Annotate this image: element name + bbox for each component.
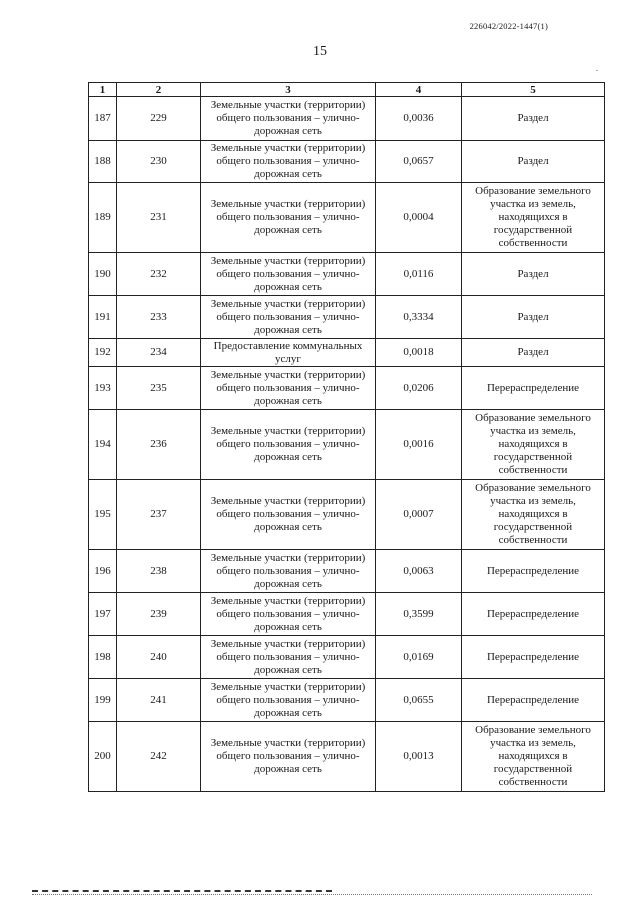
formation-method: Образование земельного участка из земель, находящихся в государственной собственности <box>462 480 605 550</box>
land-use-description: Земельные участки (территории) общего пользования – улично-дорожная сеть <box>201 183 376 253</box>
area-value: 0,0018 <box>376 339 462 367</box>
land-use-description: Земельные участки (территории) общего пользования – улично-дорожная сеть <box>201 722 376 792</box>
area-value: 0,0016 <box>376 410 462 480</box>
row-number: 191 <box>89 296 117 339</box>
table-row <box>89 183 605 253</box>
area-value: 0,0169 <box>376 636 462 679</box>
header-col-5: 5 <box>462 83 605 97</box>
scan-speck: . <box>596 64 598 73</box>
parcel-number: 235 <box>117 367 201 410</box>
area-value: 0,0004 <box>376 183 462 253</box>
formation-method: Раздел <box>462 97 605 141</box>
land-use-description: Земельные участки (территории) общего пользования – улично-дорожная сеть <box>201 679 376 722</box>
parcel-number: 233 <box>117 296 201 339</box>
parcel-number: 229 <box>117 97 201 141</box>
document-code: 226042/2022-1447(1) <box>469 21 548 31</box>
table-row <box>89 339 605 367</box>
formation-method: Перераспределение <box>462 550 605 593</box>
area-value: 0,0655 <box>376 679 462 722</box>
area-value: 0,0036 <box>376 97 462 141</box>
header-col-1: 1 <box>89 83 117 97</box>
header-col-4: 4 <box>376 83 462 97</box>
row-number: 194 <box>89 410 117 480</box>
land-use-description: Земельные участки (территории) общего пользования – улично-дорожная сеть <box>201 593 376 636</box>
row-number: 195 <box>89 480 117 550</box>
row-number: 192 <box>89 339 117 367</box>
parcel-number: 241 <box>117 679 201 722</box>
table-row <box>89 480 605 550</box>
table-row <box>89 550 605 593</box>
land-use-description: Земельные участки (территории) общего пользования – улично-дорожная сеть <box>201 367 376 410</box>
scan-edge-line <box>32 890 332 892</box>
land-use-description: Предоставление коммунальных услуг <box>201 339 376 367</box>
table-row <box>89 97 605 141</box>
formation-method: Перераспределение <box>462 636 605 679</box>
formation-method: Раздел <box>462 253 605 296</box>
row-number: 196 <box>89 550 117 593</box>
area-value: 0,0116 <box>376 253 462 296</box>
row-number: 198 <box>89 636 117 679</box>
formation-method: Перераспределение <box>462 593 605 636</box>
area-value: 0,0007 <box>376 480 462 550</box>
table-row <box>89 722 605 792</box>
parcel-number: 237 <box>117 480 201 550</box>
table-row <box>89 141 605 183</box>
row-number: 193 <box>89 367 117 410</box>
parcel-number: 232 <box>117 253 201 296</box>
land-use-description: Земельные участки (территории) общего пользования – улично-дорожная сеть <box>201 636 376 679</box>
row-number: 188 <box>89 141 117 183</box>
header-col-2: 2 <box>117 83 201 97</box>
land-use-description: Земельные участки (территории) общего пользования – улично-дорожная сеть <box>201 480 376 550</box>
row-number: 197 <box>89 593 117 636</box>
area-value: 0,0206 <box>376 367 462 410</box>
page-number: 15 <box>313 44 327 59</box>
parcel-number: 236 <box>117 410 201 480</box>
table-row <box>89 367 605 410</box>
formation-method: Образование земельного участка из земель, находящихся в государственной собственности <box>462 722 605 792</box>
row-number: 189 <box>89 183 117 253</box>
table-row <box>89 253 605 296</box>
table-row <box>89 593 605 636</box>
row-number: 199 <box>89 679 117 722</box>
land-use-description: Земельные участки (территории) общего пользования – улично-дорожная сеть <box>201 253 376 296</box>
header-col-3: 3 <box>201 83 376 97</box>
land-use-description: Земельные участки (территории) общего пользования – улично-дорожная сеть <box>201 296 376 339</box>
row-number: 190 <box>89 253 117 296</box>
area-value: 0,0657 <box>376 141 462 183</box>
land-use-description: Земельные участки (территории) общего пользования – улично-дорожная сеть <box>201 141 376 183</box>
row-number: 200 <box>89 722 117 792</box>
table-header-row <box>89 83 605 97</box>
area-value: 0,0063 <box>376 550 462 593</box>
land-parcels-table <box>88 82 605 792</box>
land-use-description: Земельные участки (территории) общего пользования – улично-дорожная сеть <box>201 550 376 593</box>
area-value: 0,3334 <box>376 296 462 339</box>
table-row <box>89 296 605 339</box>
land-use-description: Земельные участки (территории) общего пользования – улично-дорожная сеть <box>201 97 376 141</box>
land-use-description: Земельные участки (территории) общего пользования – улично-дорожная сеть <box>201 410 376 480</box>
formation-method: Раздел <box>462 339 605 367</box>
formation-method: Перераспределение <box>462 367 605 410</box>
parcel-number: 240 <box>117 636 201 679</box>
formation-method: Перераспределение <box>462 679 605 722</box>
formation-method: Образование земельного участка из земель, находящихся в государственной собственности <box>462 410 605 480</box>
table-row <box>89 679 605 722</box>
area-value: 0,0013 <box>376 722 462 792</box>
area-value: 0,3599 <box>376 593 462 636</box>
row-number: 187 <box>89 97 117 141</box>
formation-method: Раздел <box>462 296 605 339</box>
parcel-number: 238 <box>117 550 201 593</box>
parcel-number: 239 <box>117 593 201 636</box>
parcel-number: 242 <box>117 722 201 792</box>
table-row <box>89 410 605 480</box>
table-row <box>89 636 605 679</box>
formation-method: Образование земельного участка из земель, находящихся в государственной собственности <box>462 183 605 253</box>
parcel-number: 234 <box>117 339 201 367</box>
parcel-number: 231 <box>117 183 201 253</box>
parcel-number: 230 <box>117 141 201 183</box>
formation-method: Раздел <box>462 141 605 183</box>
scan-edge-dots <box>32 894 592 895</box>
